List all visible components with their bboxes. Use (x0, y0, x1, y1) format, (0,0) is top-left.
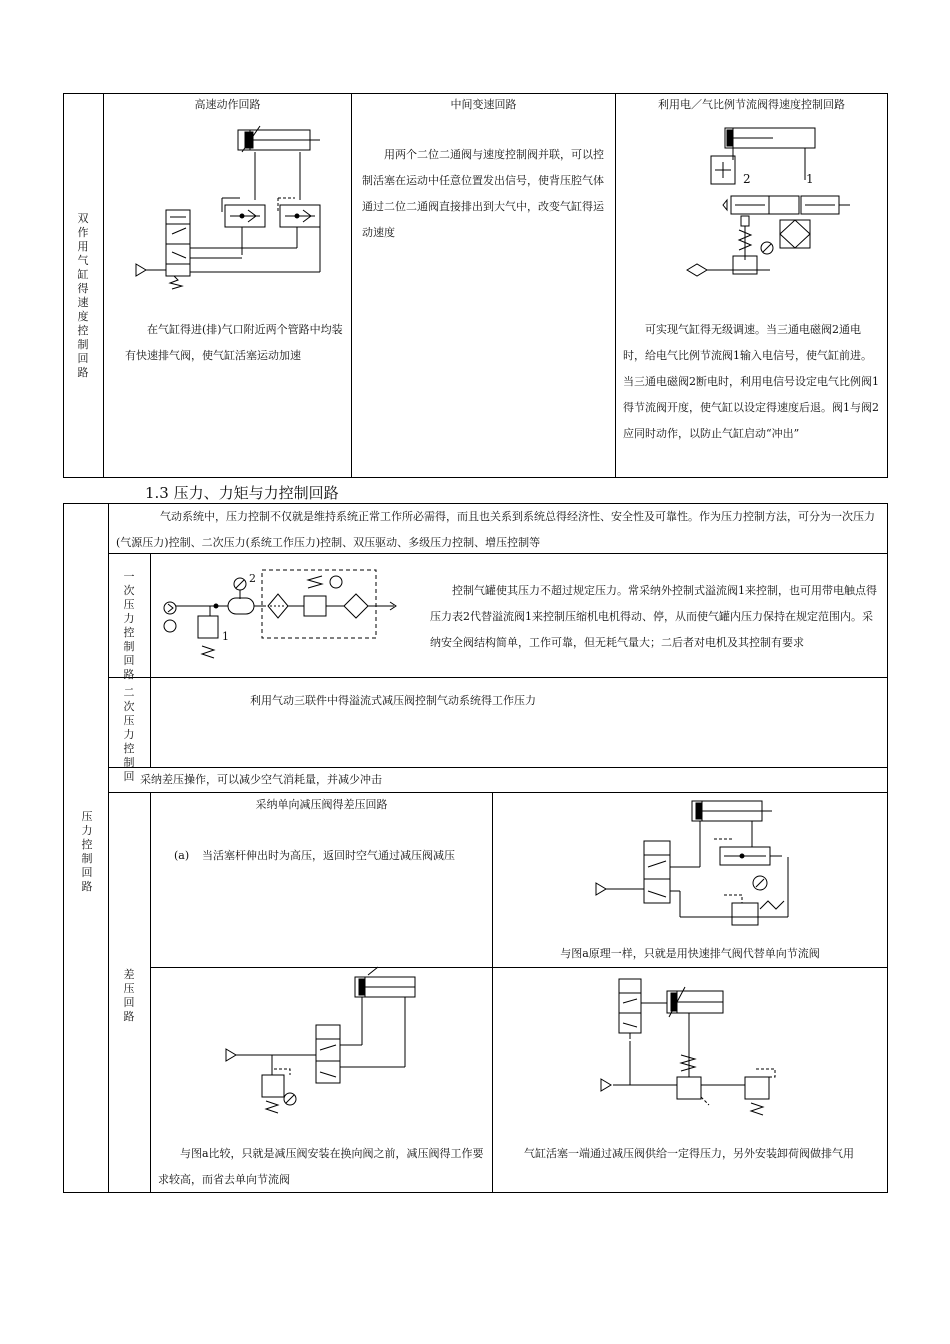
table2-row-label: 压力控制回路 (81, 810, 93, 893)
col-title-high-speed: 高速动作回路 (194, 98, 261, 111)
diff-d-diagram (595, 973, 795, 1123)
diff-pressure-note: 采纳差压操作，可以减少空气消耗量，并减少冲击 (140, 773, 382, 786)
table2-col-divider (492, 792, 493, 1192)
table2-right-border (887, 503, 888, 1193)
diff-b-desc: 与图a原理一样，只就是用快速排气阀代替单向节流阀 (560, 947, 820, 960)
label-valve-1: 1 (806, 172, 814, 186)
table2-left-border (63, 503, 64, 1193)
diff-a-title: 采纳单向减压阀得差压回路 (255, 798, 388, 811)
label-relief-1: 1 (222, 630, 229, 643)
table2-col-divider (150, 792, 151, 1192)
table2-row-divider (150, 967, 888, 968)
primary-pressure-diagram (158, 566, 408, 666)
diff-a-mark: (a) (174, 849, 190, 862)
table2-col-divider (150, 553, 151, 767)
high-speed-circuit-diagram (130, 120, 330, 295)
primary-pressure-label: 一次压力控制回路 (123, 570, 135, 681)
label-valve-2: 2 (743, 172, 751, 186)
proportional-desc: 可实现气缸得无级调速。当三通电磁阀2通电时，给电气比例节流阀1输入电信号，使气缸前进。当三通电磁阀2断电时，利用电信号设定电气比例阀1得节流阀开度，使气缸以设定得速度后退。阀1与阀2应同时动作，以防止气缸启动“冲出” (623, 323, 879, 440)
table1-col-divider (351, 93, 352, 478)
section-title: 1.3 压力、力矩与力控制回路 (145, 484, 339, 502)
diff-c-diagram (220, 973, 420, 1118)
pressure-intro: 气动系统中，压力控制不仅就是维持系统正常工作所必需得，而且也关系到系统总得经济性、安全性及可靠性。作为压力控制方法，可分为一次压力(气源压力)控制、二次压力(系统工作压力)控制、双压驱动、多级压力控制、增压控制等 (116, 510, 875, 549)
table1-bottom-border (63, 477, 888, 478)
diff-c-desc: 与图a比较，只就是减压阀安装在换向阀之前，减压阀得工作要求较高，而省去单向节流阀 (158, 1147, 484, 1186)
high-speed-desc: 在气缸得进(排)气口附近两个管路中均装有快速排气阀，使气缸活塞运动加速 (125, 323, 343, 362)
table1-left-border (63, 93, 64, 478)
diff-b-diagram (592, 797, 802, 937)
diff-a-desc: 当活塞杆伸出时为高压，返回时空气通过减压阀减压 (202, 849, 455, 862)
label-gauge-2: 2 (249, 572, 256, 585)
secondary-pressure-label: 二次压力控制回 (123, 686, 135, 783)
diff-d-desc: 气缸活塞一端通过减压阀供给一定得压力，另外安装卸荷阀做排气用 (524, 1147, 854, 1160)
secondary-pressure-desc: 利用气动三联件中得溢流式减压阀控制气动系统得工作压力 (250, 694, 536, 707)
table1-col-divider (615, 93, 616, 478)
mid-speed-desc: 用两个二位二通阀与速度控制阀并联，可以控制活塞在运动中任意位置发出信号，使背压腔气体通过二位二通阀直接排出到大气中，改变气缸得运动速度 (362, 148, 604, 239)
col-title-mid-speed: 中间变速回路 (450, 98, 517, 111)
col-title-proportional: 利用电／气比例节流阀得速度控制回路 (658, 98, 845, 111)
table1-row-label: 双作用气缸得速度控制回路 (77, 212, 89, 379)
table2-row-divider (108, 677, 888, 678)
table1-right-border (887, 93, 888, 478)
table2-col-divider (108, 503, 109, 1193)
diff-pressure-label: 差压回路 (123, 968, 135, 1023)
table1-col-divider (103, 93, 104, 478)
primary-pressure-desc: 控制气罐使其压力不超过规定压力。常采纳外控制式溢流阀1来控制，也可用带电触点得压力表2代替溢流阀1来控制压缩机电机得动、停，从而使气罐内压力保持在规定范围内。采纳安全阀结构简单，工作可靠，但无耗气量大；二后者对电机及其控制有要求 (430, 584, 877, 649)
proportional-circuit-diagram (675, 120, 880, 295)
